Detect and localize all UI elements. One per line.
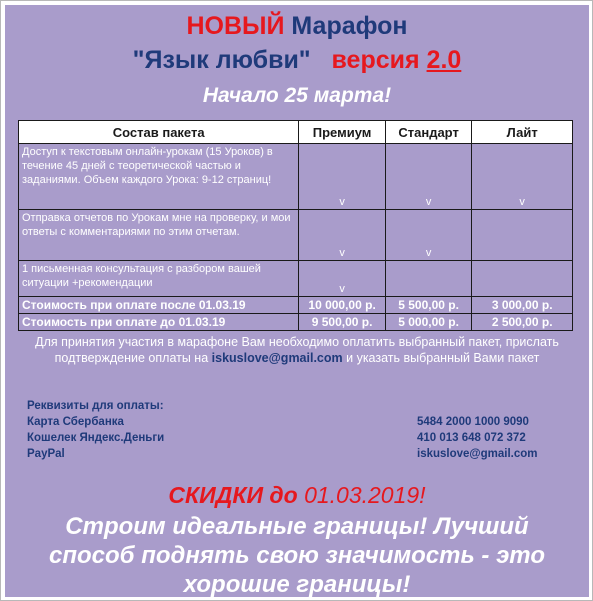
title-line-1: [5, 11, 589, 41]
row-description: 1 письменная консультация с разбором вашей ситуации +рекомендации: [19, 261, 299, 297]
table-row: [19, 261, 573, 297]
row-description: Отправка отчетов по Урокам мне на проверку, и мои ответы с комментариями по этим отчетам.: [19, 210, 299, 261]
standard-check: v: [385, 144, 472, 210]
price-label: Стоимость при оплате после 01.03.19: [19, 297, 299, 314]
premium-check: v: [299, 210, 385, 261]
premium-check: v: [299, 261, 385, 297]
requisite-label: Карта Сбербанка: [27, 416, 124, 428]
table-row: [19, 144, 573, 210]
premium-check: v: [299, 144, 385, 210]
requisite-label: Кошелек Яндекс.Деньги: [27, 432, 165, 444]
slogan: [5, 512, 589, 599]
lite-check: v: [472, 144, 573, 210]
price-label: Стоимость при оплате до 01.03.19: [19, 314, 299, 331]
price-lite: 3 000,00 р.: [472, 297, 573, 314]
title-marathon: Марафон: [291, 12, 408, 40]
col-header-lite: Лайт: [472, 121, 573, 144]
price-row: [19, 297, 573, 314]
col-header-standard: Стандарт: [385, 121, 472, 144]
table-row: [19, 210, 573, 261]
lite-check: [472, 261, 573, 297]
title-line-2: [5, 45, 589, 75]
list-item: [27, 430, 567, 446]
note-text-2: и указать выбранный Вами пакет: [342, 351, 540, 365]
row-description: Доступ к текстовым онлайн-урокам (15 Уроков) в течение 45 дней с теоретической частью и заданиями. Объем каждого Урока: 9-12 страниц!: [19, 144, 299, 210]
col-header-package: Состав пакета: [19, 121, 299, 144]
note-text-1: Для принятия участия в марафоне Вам необходимо оплатить выбранный пакет, прислать подтверждение оплаты на: [35, 335, 559, 365]
poster-panel: [5, 5, 589, 597]
discount-date: 01.03.2019!: [304, 482, 426, 508]
price-row: [19, 314, 573, 331]
title-name: "Язык любви": [132, 46, 311, 74]
price-standard: 5 000,00 р.: [385, 314, 472, 331]
payment-requisites: [27, 398, 567, 462]
list-item: [27, 446, 567, 462]
price-premium: 10 000,00 р.: [299, 297, 385, 314]
payment-note: [25, 334, 569, 366]
requisite-value: 410 013 648 072 372: [417, 432, 526, 444]
price-standard: 5 500,00 р.: [385, 297, 472, 314]
note-email: iskuslove@gmail.com: [211, 351, 343, 365]
col-header-premium: Премиум: [299, 121, 385, 144]
package-table: [18, 120, 573, 331]
list-item: [27, 414, 567, 430]
discount-banner: [5, 481, 589, 509]
standard-check: [385, 261, 472, 297]
title-version-number: 2.0: [426, 46, 462, 74]
standard-check: v: [385, 210, 472, 261]
slogan-line-2: способ поднять свою значимость - это: [48, 542, 545, 569]
price-premium: 9 500,00 р.: [299, 314, 385, 331]
discount-text: СКИДКИ до: [168, 482, 305, 508]
slogan-line-1: Строим идеальные границы! Лучший: [65, 513, 529, 540]
title-new: НОВЫЙ: [186, 12, 285, 40]
requisite-value: iskuslove@gmail.com: [417, 448, 538, 460]
title-version-label: версия: [331, 46, 420, 74]
slogan-line-3: хорошие границы!: [183, 571, 411, 598]
requisites-title: Реквизиты для оплаты:: [27, 400, 164, 412]
price-lite: 2 500,00 р.: [472, 314, 573, 331]
requisite-value: 5484 2000 1000 9090: [417, 416, 529, 428]
requisite-label: PayPal: [27, 448, 65, 460]
start-date: Начало 25 марта!: [202, 84, 392, 107]
table-header-row: [19, 121, 573, 144]
lite-check: [472, 210, 573, 261]
